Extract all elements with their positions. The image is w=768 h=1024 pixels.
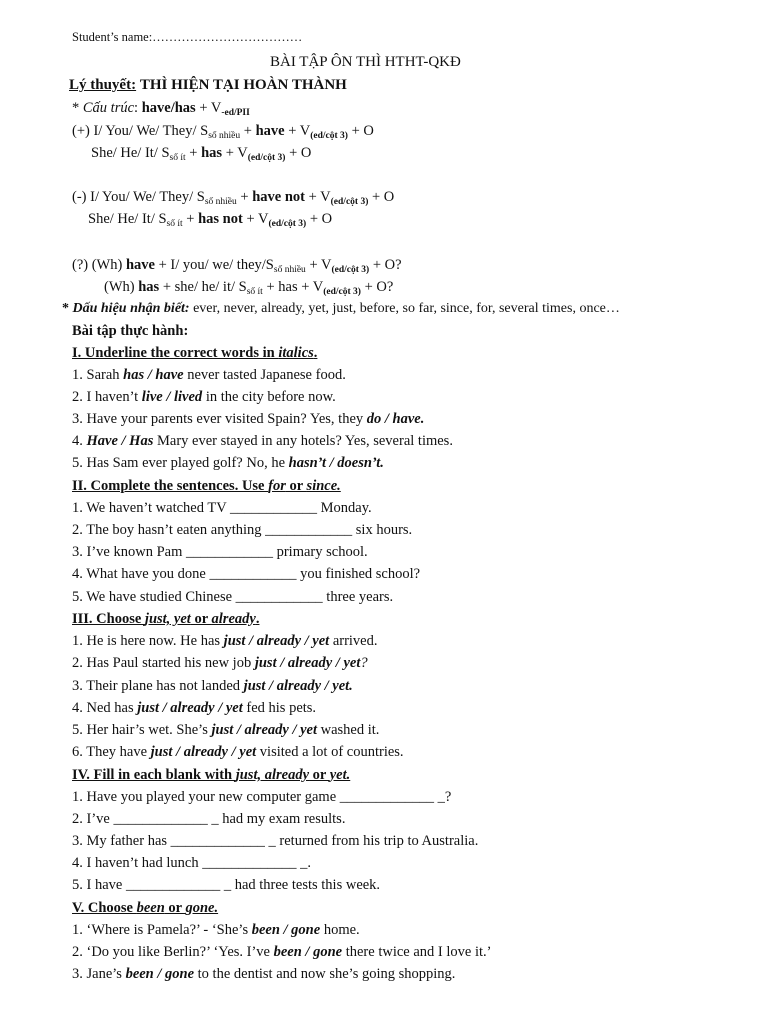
s3-question-2: 2. Has Paul started his new job just / already / yet? xyxy=(72,655,368,671)
s4-question-5: 5. I have _____________ _ had three tests this week. xyxy=(72,877,381,893)
s1-question-3: 3. Have your parents ever visited Spain? Yes, they do / have. xyxy=(72,411,425,427)
negative-line-2: She/ He/ It/ $S_{số ít}$ + has not + $V_{(ed/cột 3)} + O$ xyxy=(88,211,333,229)
s4-question-3: 3. My father has _____________ _ returned from his trip to Australia. xyxy=(72,833,479,849)
s1-question-4: 4. Have / Has Mary ever stayed in any hotels? Yes, several times. xyxy=(72,433,453,449)
s5-question-2: 2. ‘Do you like Berlin?’ ‘Yes. I’ve been / gone there twice and I love it.’ xyxy=(72,944,492,960)
theory-heading xyxy=(69,76,347,94)
s3-question-4: 4. Ned has just / already / yet fed his pets. xyxy=(72,700,317,716)
s3-question-3: 3. Their plane has not landed just / already / yet. xyxy=(72,678,353,694)
section-3-title: III. Choose just, yet or already. xyxy=(72,611,260,627)
negative-line-1: (-) I/ You/ We/ They/ $S_{số nhiều}$ + have not + $V_{(ed/cột 3)} + O$ xyxy=(72,189,395,207)
theory-title: THÌ HIỆN TẠI HOÀN THÀNH xyxy=(139,77,347,93)
section-1-title: I. Underline the correct words in italics. xyxy=(72,345,318,361)
s1-question-2: 2. I haven’t live / lived in the city before now. xyxy=(72,389,336,405)
positive-line-2: She/ He/ It/ $S_{số ít}$ + has + $V_{(ed/cột 3)} + O$ xyxy=(91,145,312,163)
worksheet-title: BÀI TẬP ÔN THÌ HTHT-QKĐ xyxy=(270,54,461,70)
s2-question-3: 3. I’ve known Pam ____________ primary school. xyxy=(72,544,368,560)
section-2-title: II. Complete the sentences. Use for or since. xyxy=(72,478,341,494)
s4-question-1: 1. Have you played your new computer game _____________ _? xyxy=(72,789,452,805)
s3-question-5: 5. Her hair’s wet. She’s just / already / yet washed it. xyxy=(72,722,380,738)
s2-question-5: 5. We have studied Chinese ____________ three years. xyxy=(72,589,394,605)
section-5-title: V. Choose been or gone. xyxy=(72,900,219,916)
section-4-title: IV. Fill in each blank with just, already or yet. xyxy=(72,767,351,783)
s5-question-1: 1. ‘Where is Pamela?’ - ‘She’s been / gone home. xyxy=(72,922,360,938)
s3-question-6: 6. They have just / already / yet visited a lot of countries. xyxy=(72,744,404,760)
s1-question-5: 5. Has Sam ever played golf? No, he hasn’t / doesn’t. xyxy=(72,455,384,471)
question-line-2: (Wh) has + she/ he/ it/ $S_{số ít}$ + has + $V_{(ed/cột 3)} + O$? xyxy=(104,279,394,297)
question-line-1: (?) (Wh) have + I/ you/ we/ they/$S_{số nhiều} + V_{(ed/cột 3)} + O$? xyxy=(72,257,402,275)
practice-title: Bài tập thực hành: xyxy=(72,323,189,339)
positive-line-1: (+) I/ You/ We/ They/ $S_{số nhiều}$ + have + $V_{(ed/cột 3)} + O$ xyxy=(72,123,374,141)
signs-line: * Dấu hiệu nhận biết: ever, never, already, yet, just, before, so far, since, for, several times, once… xyxy=(62,301,620,316)
s2-question-2: 2. The boy hasn’t eaten anything ____________ six hours. xyxy=(72,522,413,538)
s2-question-4: 4. What have you done ____________ you finished school? xyxy=(72,566,421,582)
structure-line: * Cấu trúc: have/has + $V_{-ed/PII}$ xyxy=(72,100,250,118)
student-name-line: Student’s name:……………………………… xyxy=(72,30,303,44)
s3-question-1: 1. He is here now. He has just / already / yet arrived. xyxy=(72,633,378,649)
s4-question-4: 4. I haven’t had lunch _____________ _. xyxy=(72,855,311,871)
s2-question-1: 1. We haven’t watched TV ____________ Monday. xyxy=(72,500,372,516)
s1-question-1: 1. Sarah has / have never tasted Japanese food. xyxy=(72,367,346,383)
theory-label: Lý thuyết: xyxy=(69,77,137,93)
s4-question-2: 2. I’ve _____________ _ had my exam results. xyxy=(72,811,346,827)
s5-question-3: 3. Jane’s been / gone to the dentist and now she’s going shopping. xyxy=(72,966,456,982)
